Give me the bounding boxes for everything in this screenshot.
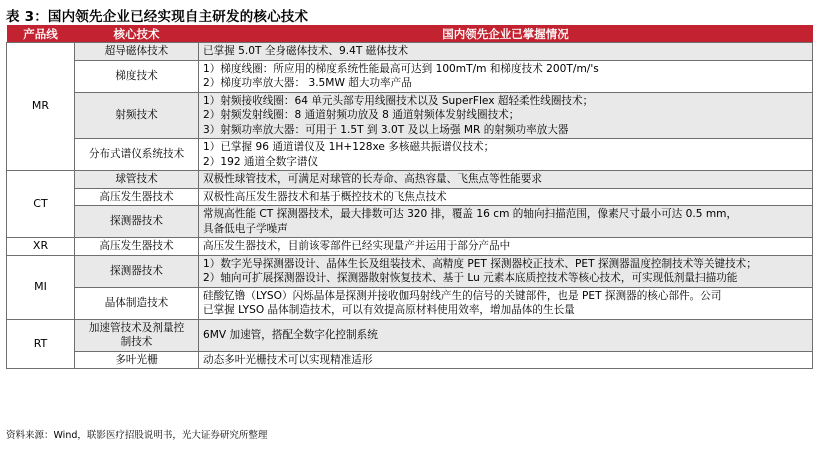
table-row (7, 60, 813, 92)
product-line-cell: CT (7, 171, 75, 238)
tech-cell: 探测器技术 (75, 206, 199, 238)
table-row (7, 287, 813, 319)
header-status: 国内领先企业已掌握情况 (199, 25, 813, 43)
tech-cell: 晶体制造技术 (75, 287, 199, 319)
desc-cell: 双极性球管技术，可满足对球管的长寿命、高热容量、飞焦点等性能要求 (199, 171, 813, 189)
table-row (7, 188, 813, 206)
table-row (7, 206, 813, 238)
tech-cell: 加速管技术及剂量控 制技术 (75, 319, 199, 351)
desc-cell: 硅酸钇镥（LYSO）闪烁晶体是探测并接收伽玛射线产生的信号的关键部件，也是 PET 探测器的核心部件。公司 已掌握 LYSO 晶体制造技术，可以有效提高原材料使用效率，增加晶体的生长量 (199, 287, 813, 319)
table-title: 表 3：国内领先企业已经实现自主研发的核心技术 (6, 9, 309, 25)
header-core-tech: 核心技术 (75, 25, 199, 43)
core-technology-table (6, 25, 813, 369)
tech-cell: 梯度技术 (75, 60, 199, 92)
table-row (7, 319, 813, 351)
desc-cell: 高压发生器技术，目前该零部件已经实现量产并运用于部分产品中 (199, 238, 813, 256)
desc-cell: 双极性高压发生器技术和基于概控技术的飞焦点技术 (199, 188, 813, 206)
table-row (7, 238, 813, 256)
table-row (7, 139, 813, 171)
desc-cell: 已掌握 5.0T 全身磁体技术、9.4T 磁体技术 (199, 43, 813, 61)
tech-cell: 球管技术 (75, 171, 199, 189)
table-row (7, 171, 813, 189)
product-line-cell: MI (7, 255, 75, 319)
table-row (7, 351, 813, 369)
desc-cell: 1）梯度线圈：所应用的梯度系统性能最高可达到 100mT/m 和梯度技术 200T/m/'s 2）梯度功率放大器： 3.5MW 超大功率产品 (199, 60, 813, 92)
table-row (7, 92, 813, 139)
tech-cell: 高压发生器技术 (75, 238, 199, 256)
desc-cell: 1）已掌握 96 通道谱仪及 1H+128xe 多核磁共振谱仪技术； 2）192 通道全数字谱仪 (199, 139, 813, 171)
product-line-cell: RT (7, 319, 75, 369)
tech-cell: 探测器技术 (75, 255, 199, 287)
tech-cell: 超导磁体技术 (75, 43, 199, 61)
desc-cell: 1）数字光导探测器设计、晶体生长及组装技术、高精度 PET 探测器校正技术、PET 探测器温度控制技术等关键技术； 2）轴向可扩展探测器设计、探测器散射恢复技术、基于 Lu 元素本底质控技术等核心技术，可实现低剂量扫描功能 (199, 255, 813, 287)
source-note: 资料来源：Wind，联影医疗招股说明书，光大证券研究所整理 (6, 430, 268, 441)
desc-cell: 1）射频接收线圈：64 单元头部专用线圈技术以及 SuperFlex 超轻柔性线圈技术； 2）射频发射线圈：8 通道射频功放及 8 通道射频体发射线圈技术； 3）射频功率放大器：可用于 1.5T 到 3.0T 及以上场强 MR 的射频功率放大器 (199, 92, 813, 139)
tech-cell: 分布式谱仪系统技术 (75, 139, 199, 171)
desc-cell: 6MV 加速管，搭配全数字化控制系统 (199, 319, 813, 351)
tech-cell: 多叶光栅 (75, 351, 199, 369)
table-row (7, 255, 813, 287)
table-row (7, 43, 813, 61)
tech-cell: 射频技术 (75, 92, 199, 139)
header-product-line: 产品线 (7, 25, 75, 43)
desc-cell: 常规高性能 CT 探测器技术，最大排数可达 320 排，覆盖 16 cm 的轴向扫描范围，像素尺寸最小可达 0.5 mm， 具备低电子学噪声 (199, 206, 813, 238)
tech-cell: 高压发生器技术 (75, 188, 199, 206)
product-line-cell: MR (7, 43, 75, 171)
desc-cell: 动态多叶光栅技术可以实现精准适形 (199, 351, 813, 369)
table-header-row (7, 25, 813, 43)
product-line-cell: XR (7, 238, 75, 256)
